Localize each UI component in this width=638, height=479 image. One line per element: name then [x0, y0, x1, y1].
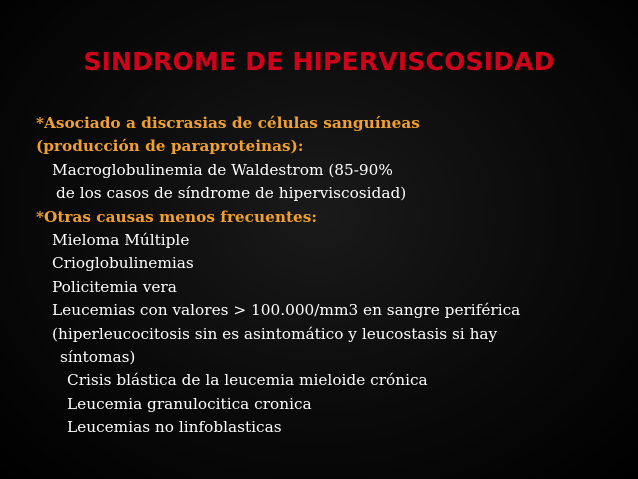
body-line-hiperleucocitosis: (hiperleucocitosis sin es asintomático y leucostasis si hay — [52, 324, 498, 343]
body-line-crisis-blastica: Crisis blástica de la leucemia mieloide crónica — [67, 371, 428, 390]
body-line-crioglobulinemias: Crioglobulinemias — [52, 254, 194, 273]
body-line-macroglobulinemia: Macroglobulinemia de Waldestrom (85-90% — [52, 160, 393, 179]
body-line-leucemias-no-linfoblasticas: Leucemias no linfoblasticas — [67, 418, 282, 437]
section-heading-other-causes: *Otras causas menos frecuentes: — [36, 207, 318, 226]
body-line-leucemias: Leucemias con valores > 100.000/mm3 en sangre periférica — [52, 301, 521, 320]
body-line-mieloma: Mieloma Múltiple — [52, 231, 190, 250]
body-line-policitemia: Policitemia vera — [52, 277, 177, 296]
slide-title: SINDROME DE HIPERVISCOSIDAD — [83, 47, 555, 76]
slide-body — [36, 112, 632, 440]
body-line-sintomas: síntomas) — [60, 348, 136, 367]
section-heading-associated: *Asociado a discrasias de células sanguíneas — [36, 114, 420, 132]
body-line-leucemia-granulocitica: Leucemia granulocitica cronica — [67, 394, 312, 413]
body-line-macroglobulinemia-cont: de los casos de síndrome de hiperviscosidad) — [56, 184, 407, 203]
section-heading-associated-cont: (producción de paraproteinas): — [36, 137, 304, 156]
